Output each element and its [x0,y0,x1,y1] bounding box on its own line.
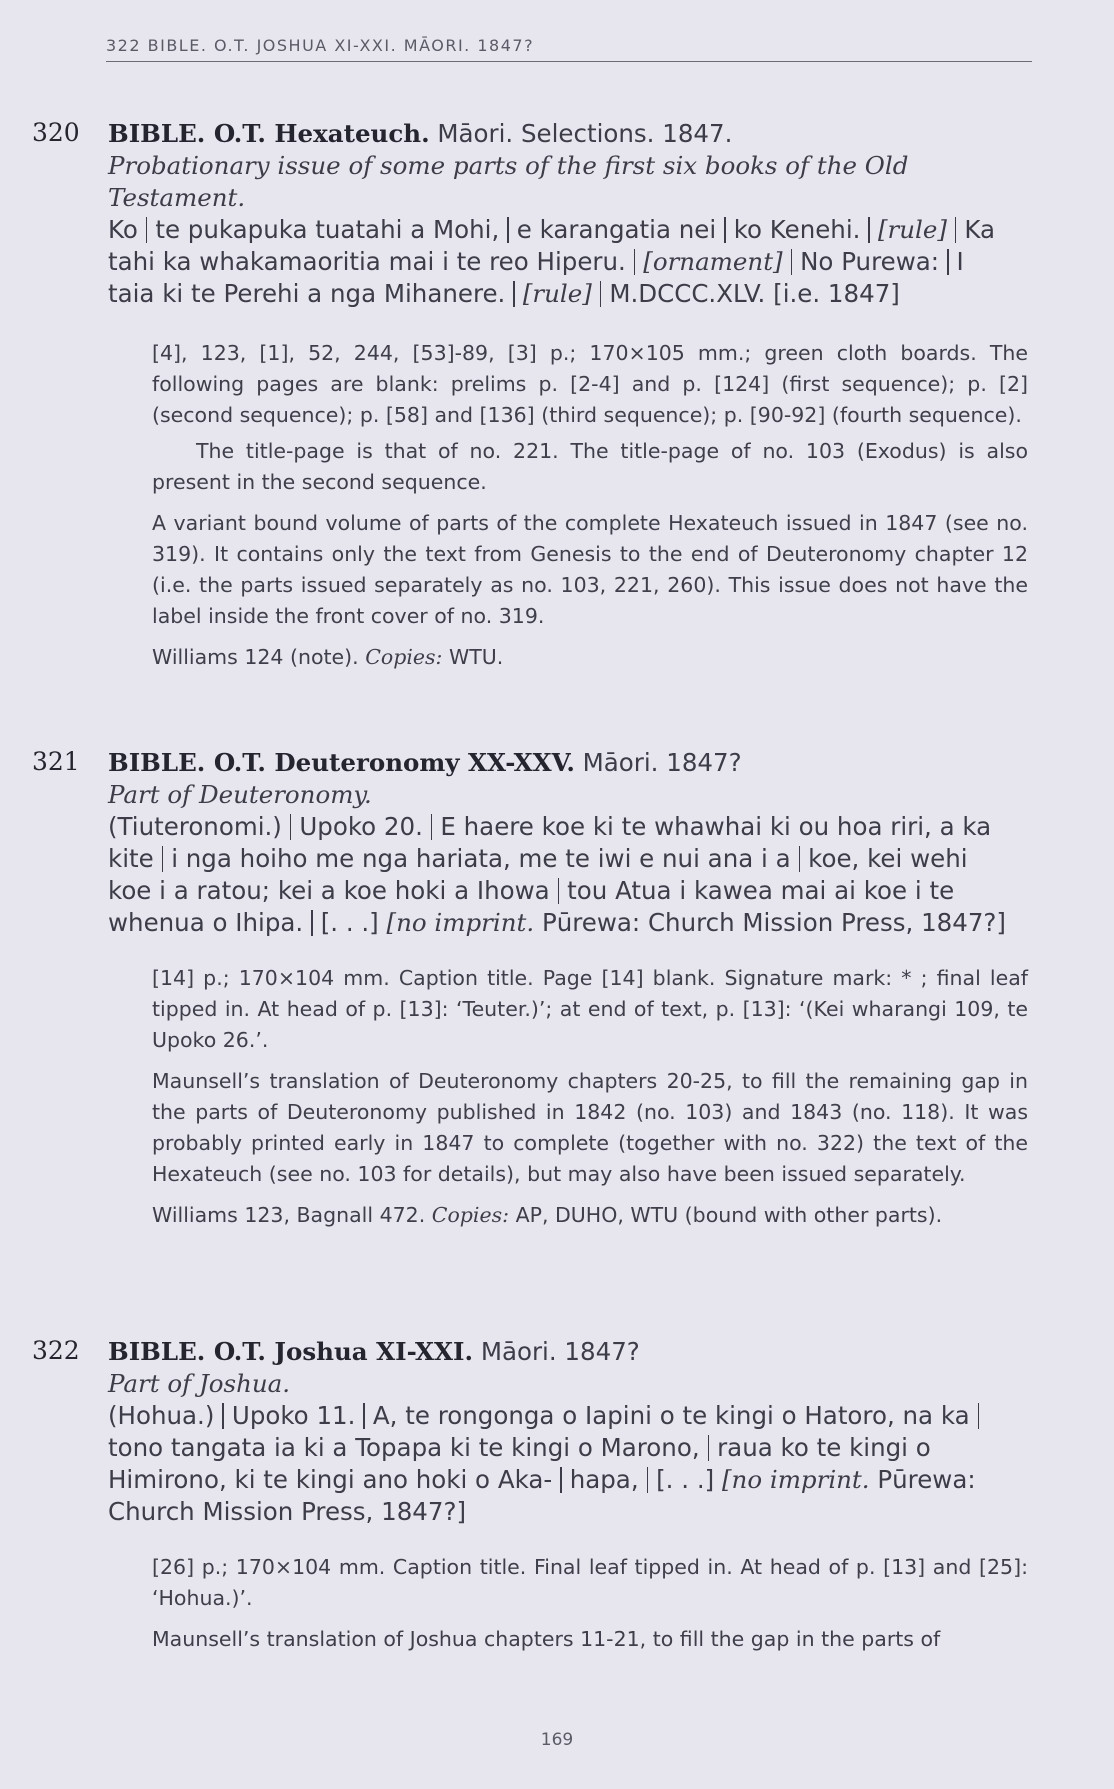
note: A variant bound volume of parts of the complete Hexateuch issued in 1847 (see no. 319). It contains only the text from Genesis to the end of Deuteronomy chapter 12 (i.e. the parts issued separately as no. 103, 221, 260). This issue does not have the label inside the front cover of no. 319. [152,511,1028,628]
entry-notes [152,1552,1028,1655]
note: The title-page is that of no. 221. The title-page of no. 103 (Exodus) is also present in the second sequence. [152,439,1028,494]
references: Williams 123, Bagnall 472. Copies: AP, DUHO, WTU (bound with other parts). [152,1203,943,1227]
entry-subtitle: Part of Joshua. [108,1369,291,1398]
collation-note: [4], 123, [1], 52, 244, [53]-89, [3] p.; 170×105 mm.; green cloth boards. The following pages are blank: prelims p. [2-4] and p. [124] (first sequence); p. [2] (second sequence); p. [58] and [136] (third sequence); p. [90-92] (fourth sequence). [152,341,1028,427]
page-number: 169 [540,1730,574,1750]
entry-number: 320 [32,118,80,147]
collation-note: [14] p.; 170×104 mm. Caption title. Page [14] blank. Signature mark: * ; final leaf tipped in. At head of p. [13]: ‘Teuter.)’; at end of text, p. [13]: ‘(Kei wharangi 109, te Upoko 26.’. [152,966,1028,1052]
note: Maunsell’s translation of Joshua chapters 11-21, to fill the gap in the parts of [152,1627,941,1651]
title-transcription: Ko te pukapuka tuatahi a Mohi, e karangatia nei ko Kenehi. [rule] Ka tahi ka whakamaoritia mai i te reo Hiperu. [ornament] No Purewa: I taia ki te Perehi a nga Mihanere. [rule] M.DCCC.XLV. [i.e. 1847] [108,215,996,308]
references: Williams 124 (note). Copies: WTU. [152,645,504,669]
collation-note: [26] p.; 170×104 mm. Caption title. Final leaf tipped in. At head of p. [13] and [25]: ‘Hohua.)’. [152,1555,1028,1610]
entry-heading: BIBLE. O.T. Deuteronomy XX-XXV. Māori. 1847? [108,748,742,777]
entry-notes [152,963,1028,1231]
entry-subtitle: Part of Deuteronomy. [108,780,372,809]
title-transcription: (Hohua.) Upoko 11. A, te rongonga o Iapini o te kingi o Hatoro, na katono tangata ia ki a Topapa ki te kingi o Marono, raua ko te kingi o Himirono, ki te kingi ano hoki o Aka- hapa, [. . .] [no imprint. Pūrewa: Church Mission Press, 1847?] [108,1400,1008,1528]
entry-notes [152,338,1028,673]
entry-number: 321 [32,747,80,776]
entry-number: 322 [32,1336,80,1365]
entry-heading: BIBLE. O.T. Joshua XI-XXI. Māori. 1847? [108,1337,640,1366]
note: Maunsell’s translation of Deuteronomy chapters 20-25, to fill the remaining gap in the parts of Deuteronomy published in 1842 (no. 103) and 1843 (no. 118). It was probably printed early in 1847 to complete (together with no. 322) the text of the Hexateuch (see no. 103 for details), but may also have been issued separately. [152,1069,1028,1186]
entry-heading: BIBLE. O.T. Hexateuch. Māori. Selections. 1847. [108,119,733,148]
entry-subtitle: Probationary issue of some parts of the first six books of the Old Testament. [108,151,909,212]
title-transcription: (Tiuteronomi.) Upoko 20. E haere koe ki te whawhai ki ou hoa riri, a ka kite i nga hoiho me nga hariata, me te iwi e nui ana i a koe, kei wehi koe i a ratou; kei a koe hoki a Ihowa tou Atua i kawea mai ai koe i te whenua o Ihipa. [. . .] [no imprint. Pūrewa: Church Mission Press, 1847?] [108,812,1006,937]
running-head: 322 BIBLE. O.T. JOSHUA XI-XXI. MĀORI. 1847? [106,36,1032,62]
